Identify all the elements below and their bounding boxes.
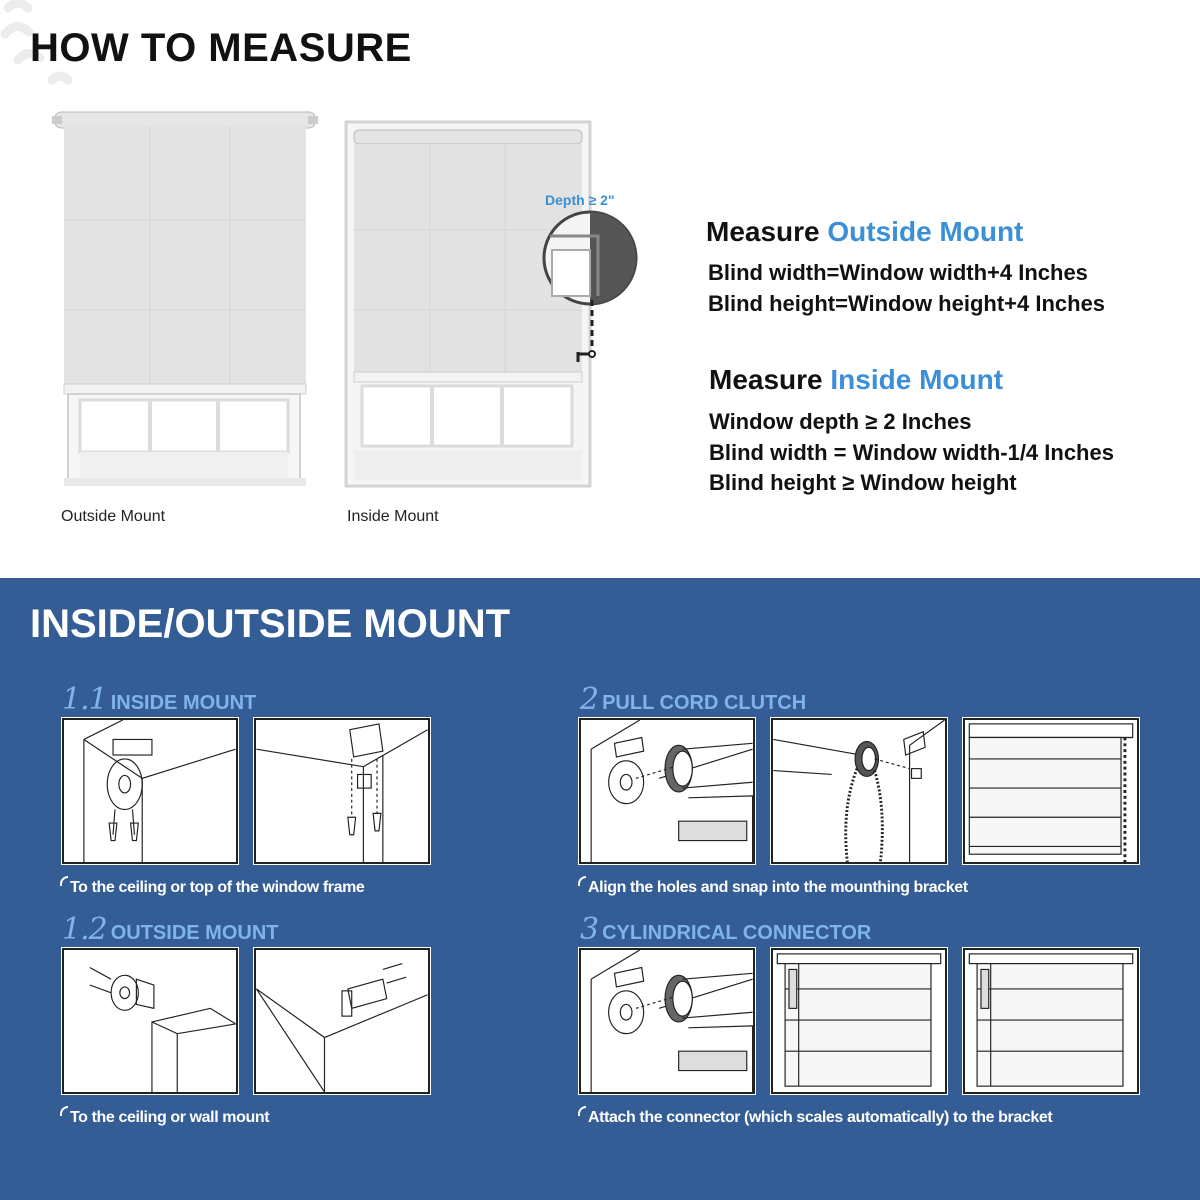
step-number: 2 — [580, 682, 599, 717]
step-number: 1.1 — [62, 682, 107, 717]
step-number: 3 — [580, 912, 599, 947]
inside-mount-note — [60, 876, 364, 897]
outside-mount-note — [60, 1106, 269, 1127]
step-label: OUTSIDE MOUNT — [110, 922, 279, 944]
clutch-diagram-1 — [579, 718, 755, 864]
step-cylindrical-connector — [580, 912, 871, 947]
instruction-line: Blind width=Window width+4 Inches — [708, 260, 1088, 285]
heading-accent: Inside Mount — [830, 364, 1004, 395]
note-text: Align the holes and snap into the mounthing bracket — [588, 879, 968, 896]
install-section — [0, 578, 1200, 1200]
note-text: To the ceiling or top of the window frame — [70, 879, 365, 896]
outside-mount-caption: Outside Mount — [61, 508, 166, 525]
step-pull-cord-clutch — [580, 682, 806, 717]
instruction-line: Blind height ≥ Window height — [709, 470, 1017, 495]
inside-mount-heading — [709, 364, 1114, 396]
instruction-line: Window depth ≥ 2 Inches — [709, 409, 972, 434]
step-outside-mount — [62, 912, 279, 947]
depth-label: Depth ≥ 2" — [545, 192, 615, 208]
inside-mount-caption: Inside Mount — [347, 508, 439, 525]
install-title: INSIDE/OUTSIDE MOUNT — [30, 602, 511, 646]
connector-diagram-1 — [579, 948, 755, 1094]
inside-mount-diagram-1 — [62, 718, 238, 864]
connector-diagram-2 — [771, 948, 947, 1094]
connector-note — [578, 1106, 1052, 1127]
clutch-diagram-2 — [771, 718, 947, 864]
outside-mount-diagram-1 — [62, 948, 238, 1094]
outside-mount-diagram-2 — [254, 948, 430, 1094]
heading-accent: Outside Mount — [827, 216, 1024, 247]
note-text: To the ceiling or wall mount — [70, 1109, 270, 1126]
heading-prefix: Measure — [709, 364, 831, 395]
heading-prefix: Measure — [706, 216, 828, 247]
inside-mount-diagram-2 — [254, 718, 430, 864]
inside-mount-illustration — [340, 100, 640, 500]
page-title: HOW TO MEASURE — [30, 26, 412, 70]
step-label: INSIDE MOUNT — [110, 692, 257, 714]
outside-mount-instructions — [706, 216, 1105, 319]
how-to-measure-section — [0, 0, 1200, 578]
step-inside-mount — [62, 682, 256, 717]
outside-mount-illustration — [40, 100, 330, 500]
note-text: Attach the connector (which scales automatically) to the bracket — [588, 1109, 1053, 1126]
step-number: 1.2 — [62, 912, 107, 947]
step-label: PULL CORD CLUTCH — [602, 692, 807, 714]
instruction-line: Blind width = Window width-1/4 Inches — [709, 439, 1114, 465]
connector-diagram-3 — [963, 948, 1139, 1094]
outside-mount-heading — [706, 216, 1105, 248]
instruction-line: Blind height=Window height+4 Inches — [708, 290, 1106, 316]
clutch-note — [578, 876, 968, 897]
inside-mount-instructions — [709, 364, 1114, 499]
clutch-diagram-3 — [963, 718, 1139, 864]
step-label: CYLINDRICAL CONNECTOR — [602, 922, 872, 944]
